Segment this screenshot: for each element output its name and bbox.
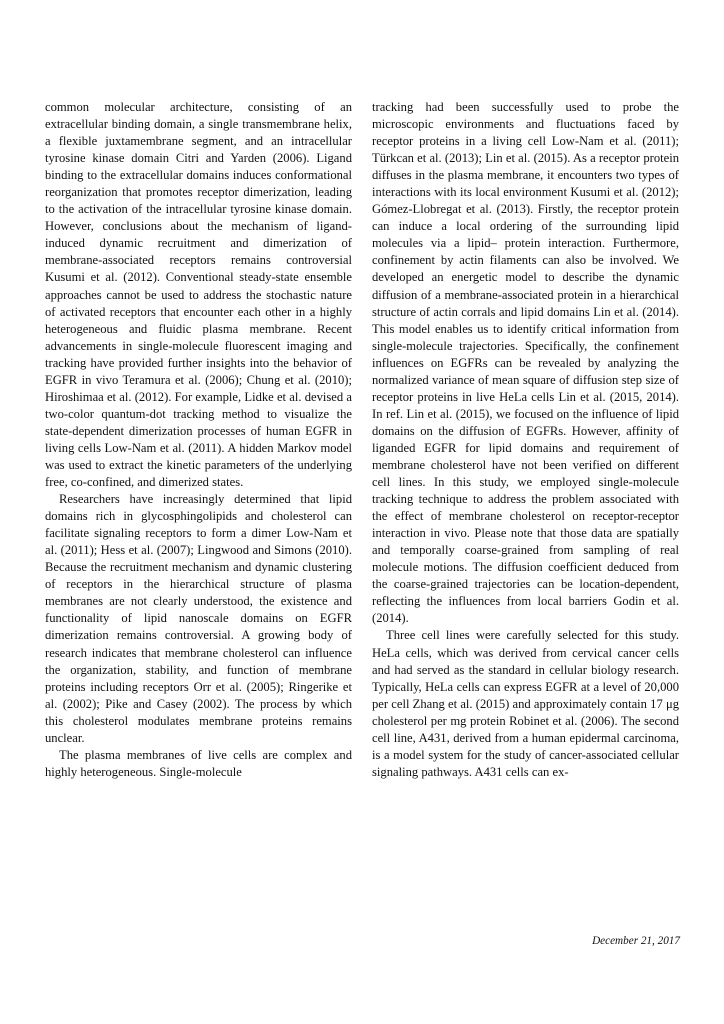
left-paragraph-3: The plasma membranes of live cells are complex and highly heterogeneous. Single-molecule	[45, 747, 352, 779]
left-paragraph-2: Researchers have increasingly determined that lipid domains rich in glycosphingolipids and cholesterol can facilitate signaling receptors to form a dimer Low-Nam et al. (2011); Hess et al. (2007); Lingwood and Simons (2010). Because the recruitment mechanism and dynamic clustering of receptors in the hierarchical structure of plasma membranes are not clearly understood, the existence and functionality of lipid nanoscale domains on EGFR dimerization remains controversial. A growing body of research indicates that membrane cholesterol can influence the organization, stability, and function of membrane proteins including receptors Orr et al. (2005); Ringerike et al. (2002); Pike and Casey (2002). The process by which this cholesterol modulates membrane proteins remains unclear.	[45, 492, 352, 745]
right-column	[372, 99, 679, 781]
right-paragraph-1: tracking had been successfully used to probe the microscopic environments and fluctuations faced by receptor proteins in a living cell Low-Nam et al. (2011); Türkcan et al. (2013); Lin et al. (2015). As a receptor protein diffuses in the plasma membrane, it encounters two types of interactions with its local environment Kusumi et al. (2012); Gómez-Llobregat et al. (2013). Firstly, the receptor protein can induce a local ordering of the surrounding lipid molecules via a lipid– protein interaction. Furthermore, confinement by actin filaments can also be involved. We developed an energetic model to describe the dynamic diffusion of a membrane-associated protein in a hierarchical structure of actin corrals and lipid domains Lin et al. (2014). This model enables us to identify critical information from single-molecule trajectories. Specifically, the confinement influences on EGFRs can be revealed by analyzing the normalized variance of mean square of diffusion step size of receptor proteins in live HeLa cells Lin et al. (2015, 2014). In ref. Lin et al. (2015), we focused on the influence of lipid domains on the diffusion of EGFRs. However, affinity of liganded EGFR for lipid domains and requirement of membrane cholesterol have not been verified on different cell lines. In this study, we employed single-molecule tracking technique to address the problem associated with the effect of membrane cholesterol on receptor-receptor interaction in vivo. Please note that those data are spatially and temporally coarse-grained from sampling of real molecule motions. The diffusion coefficient deduced from the coarse-grained trajectories can be location-dependent, reflecting the influences from local barriers Godin et al. (2014).	[372, 100, 679, 626]
footer-date: December 21, 2017	[592, 935, 680, 947]
left-paragraph-1: common molecular architecture, consisting of an extracellular binding domain, a single transmembrane helix, a flexible juxtamembrane segment, and an intracellular tyrosine kinase domain Citri and Yarden (2006). Ligand binding to the extracellular domains induces conformational reorganization that promotes receptor dimerization, leading to the activation of the intracellular tyrosine kinase domain. However, conclusions about the mechanism of ligand-induced dynamic recruitment and dimerization of membrane-associated receptors remains controversial Kusumi et al. (2012). Conventional steady-state ensemble approaches cannot be used to address the stochastic nature of activated receptors that encounter each other in a highly heterogeneous and fluidic plasma membrane. Recent advancements in single-molecule fluorescent imaging and tracking have provided further insights into the behavior of EGFR in vivo Teramura et al. (2006); Chung et al. (2010); Hiroshimaa et al. (2012). For example, Lidke et al. devised a two-color quantum-dot tracking method to visualize the state-dependent dimerization processes of human EGFR in living cells Low-Nam et al. (2011). A hidden Markov model was used to extract the kinetic parameters of the underlying free, co-confined, and dimerized states.	[45, 100, 352, 490]
right-paragraph-2: Three cell lines were carefully selected for this study. HeLa cells, which was derived from cervical cancer cells and had served as the standard in cellular biology research. Typically, HeLa cells can express EGFR at a level of 20,000 per cell Zhang et al. (2015) and approximately contain 17 μg cholesterol per mg protein Robinet et al. (2006). The second cell line, A431, derived from a human epidermal carcinoma, is a model system for the study of cancer-associated cellular signaling pathways. A431 cells can ex-	[372, 628, 679, 779]
left-column	[45, 99, 352, 781]
